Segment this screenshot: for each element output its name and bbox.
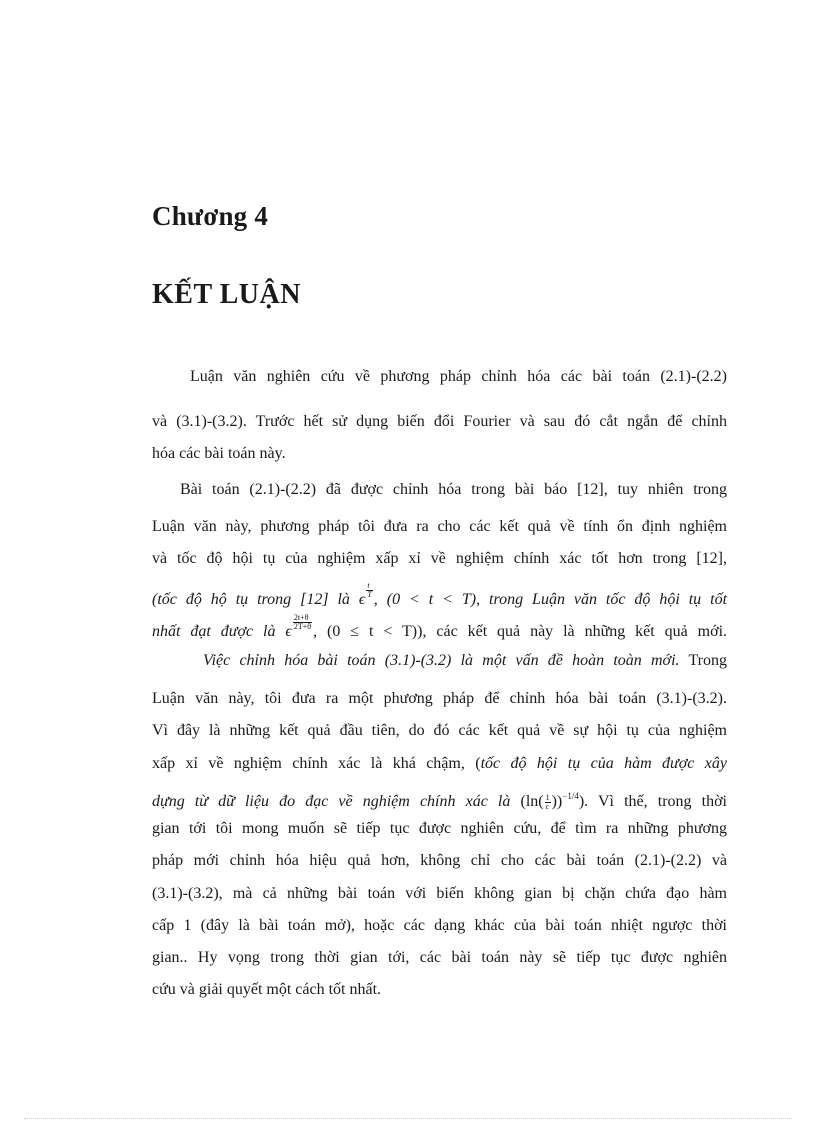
paragraph-2-line-5: nhất đạt được là ϵ $\frac{2t+\theta}{2T+\theta}$ , (0 ≤ t < T)), các kết quả này là những kết quả mới. (152, 613, 728, 640)
paragraph-1-line-3: hóa các bài toán này. (152, 445, 286, 462)
paragraph-3-line-11: cứu và giải quyết một cách tốt nhất. (152, 981, 382, 998)
paragraph-3-line-7: pháp mới chỉnh hóa hiệu quả hơn, không chỉ cho các bài toán (2.1)-(2.2) và (152, 852, 727, 869)
chapter-title: KẾT LUẬN (152, 279, 301, 310)
paragraph-3-line-3: Vì đây là những kết quả đầu tiên, do đó các kết quả về sự hội tụ của nghiệm (152, 722, 727, 739)
paragraph-1-line-2: và (3.1)-(3.2). Trước hết sử dụng biến đổi Fourier và sau đó cắt ngắn để chỉnh (152, 413, 727, 430)
paragraph-2-line-1: Bài toán (2.1)-(2.2) đã được chỉnh hóa trong bài báo [12], tuy nhiên trong (180, 481, 727, 498)
paragraph-3-line-5: dựng từ dữ liệu đo đạc về nghiệm chính xác là (ln( $\frac{1}{\epsilon}$ ))$^{-1/4}$). Vì thế, trong thời (152, 791, 727, 811)
paragraph-2-line-2: Luận văn này, phương pháp tôi đưa ra cho các kết quả về tính ổn định nghiệm (152, 518, 727, 535)
paragraph-3-line-2: Luận văn này, tôi đưa ra một phương pháp để chỉnh hóa bài toán (3.1)-(3.2). (152, 690, 727, 707)
paragraph-3-line-8: (3.1)-(3.2), mà cả những bài toán với biến không gian bị chặn chứa đạo hàm (152, 885, 727, 902)
paragraph-2-line-3: và tốc độ hội tụ của nghiệm xấp xỉ về nghiệm chính xác tốt hơn trong [12], (152, 550, 727, 567)
paragraph-3-line-1: Việc chỉnh hóa bài toán (3.1)-(3.2) là một vấn đề hoàn toàn mới. Trong (203, 652, 727, 669)
paragraph-1-line-1: Luận văn nghiên cứu về phương pháp chỉnh hóa các bài toán (2.1)-(2.2) (190, 368, 727, 385)
paragraph-2-line-4: (tốc độ hộ tụ trong [12] là ϵ $\frac{t}{T}$ , (0 < t < T), trong Luận văn tốc độ hội tụ tốt (152, 581, 728, 608)
paragraph-3-line-9: cấp 1 (đây là bài toán mở), hoặc các dạng khác của bài toán nhiệt ngược thời (152, 917, 727, 934)
paragraph-3-line-6: gian tới tôi mong muốn sẽ tiếp tục được nghiên cứu, để tìm ra những phương (152, 820, 727, 837)
page-bottom-divider (24, 1118, 792, 1119)
paragraph-3-line-10: gian.. Hy vọng trong thời gian tới, các bài toán này sẽ tiếp tục được nghiên (152, 949, 727, 966)
paragraph-3-line-4: xấp xỉ về nghiệm chính xác là khá chậm, (tốc độ hội tụ của hàm được xây (152, 755, 728, 772)
chapter-label: Chương 4 (152, 201, 269, 231)
